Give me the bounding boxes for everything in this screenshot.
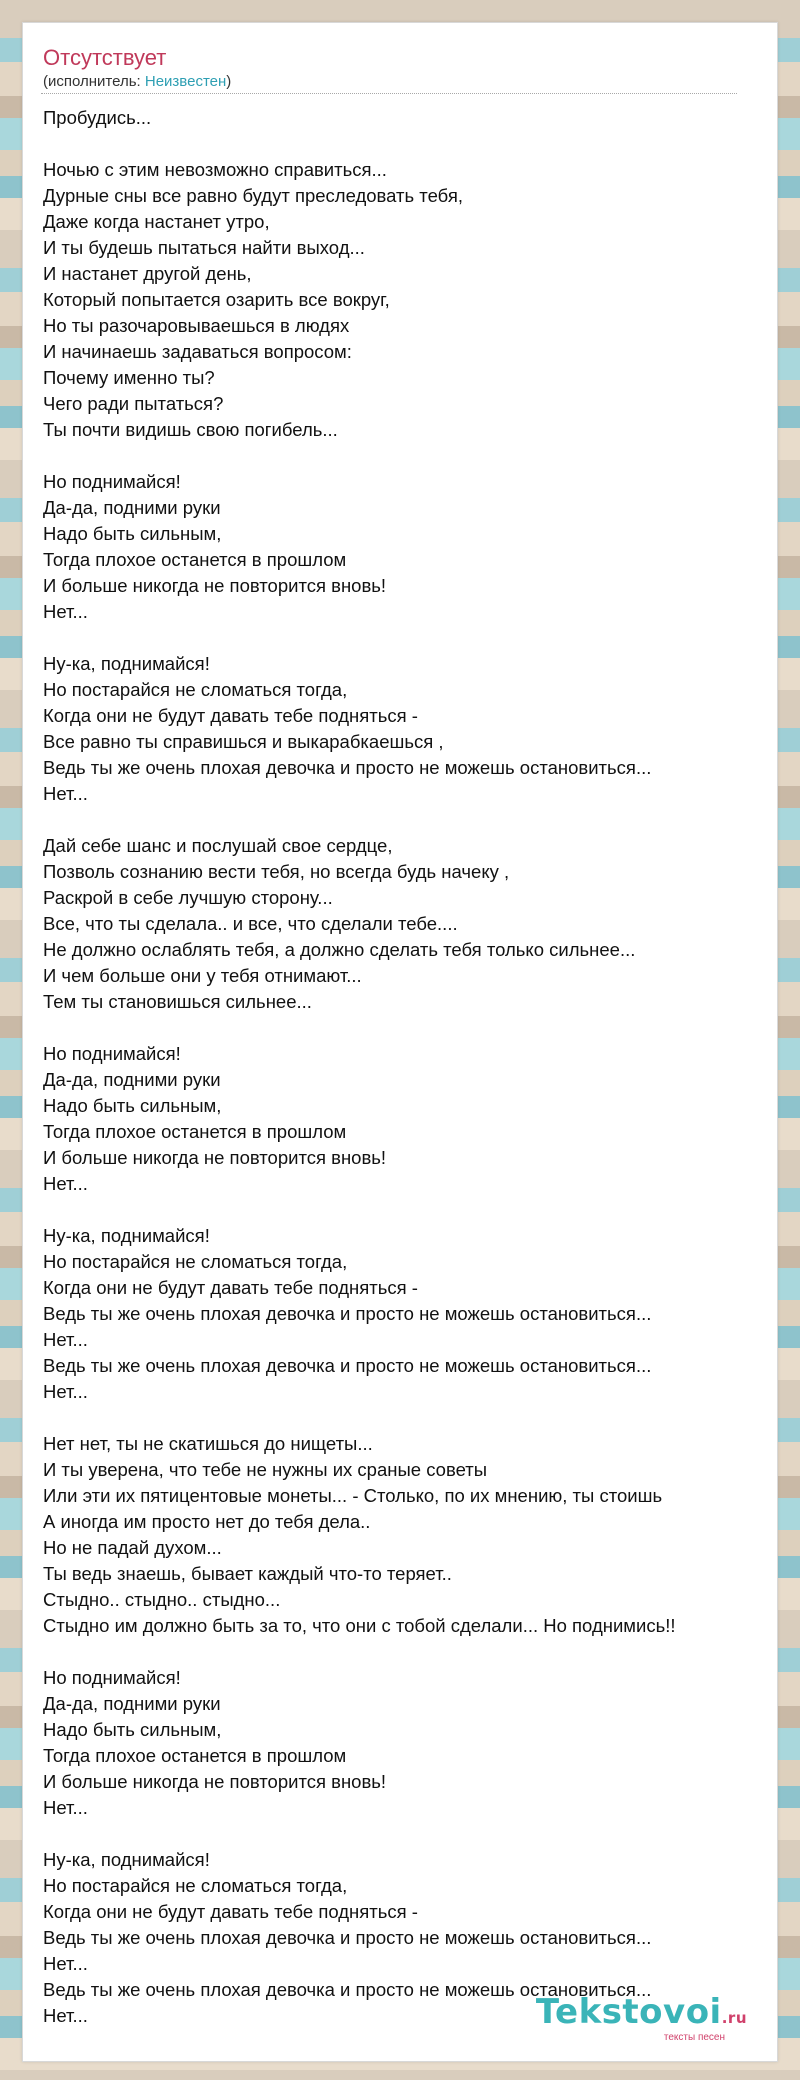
lyric-line: И ты уверена, что тебе не нужны их сраные советы [43, 1459, 488, 1480]
lyric-line: Позволь сознанию вести тебя, но всегда будь начеку , [43, 861, 510, 882]
lyric-line: Когда они не будут давать тебе подняться - [43, 1901, 418, 1922]
lyric-line: Когда они не будут давать тебе подняться - [43, 1277, 418, 1298]
lyric-line: И чем больше они у тебя отнимают... [43, 965, 362, 986]
lyric-line: Когда они не будут давать тебе подняться - [43, 705, 418, 726]
lyric-line: Ночью с этим невозможно справиться... [43, 159, 387, 180]
lyric-line: Но постарайся не сломаться тогда, [43, 1875, 348, 1896]
lyric-line: Ты почти видишь свою погибель... [43, 419, 338, 440]
lyric-line: Надо быть сильным, [43, 523, 222, 544]
lyric-line: Да-да, подними руки [43, 497, 221, 518]
lyric-line: Да-да, подними руки [43, 1069, 221, 1090]
song-title: Отсутствует [43, 45, 167, 70]
performer-line [43, 73, 231, 91]
lyric-line: Чего ради пытаться? [43, 393, 224, 414]
lyric-line: Нет... [43, 1381, 88, 1402]
lyric-line: Ведь ты же очень плохая девочка и просто не можешь остановиться... [43, 1355, 652, 1376]
lyric-line: Но поднимайся! [43, 1043, 181, 1064]
lyric-line [43, 625, 763, 651]
lyric-line: Ведь ты же очень плохая девочка и просто не можешь остановиться... [43, 1979, 652, 2000]
header-divider [41, 93, 737, 94]
lyrics-body [43, 105, 763, 2029]
lyric-line: И настанет другой день, [43, 263, 252, 284]
lyric-line: Но постарайся не сломаться тогда, [43, 679, 348, 700]
lyric-line: Нет... [43, 2005, 88, 2026]
lyric-line: Нет... [43, 1797, 88, 1818]
brand-tagline: тексты песен [663, 2032, 725, 2043]
lyric-line: Нет... [43, 1329, 88, 1350]
lyric-line: Да-да, подними руки [43, 1693, 221, 1714]
lyric-line: Тогда плохое останется в прошлом [43, 1745, 347, 1766]
lyric-line: Даже когда настанет утро, [43, 211, 270, 232]
lyric-line: Надо быть сильным, [43, 1719, 222, 1740]
lyric-line: Стыдно.. стыдно.. стыдно... [43, 1589, 281, 1610]
lyric-line: Дурные сны все равно будут преследовать тебя, [43, 185, 463, 206]
lyric-line: Нет... [43, 1953, 88, 1974]
lyric-line: Нет... [43, 601, 88, 622]
lyric-line: И начинаешь задаваться вопросом: [43, 341, 352, 362]
lyric-line [43, 1405, 763, 1431]
lyric-line: Почему именно ты? [43, 367, 215, 388]
lyric-line: Все, что ты сделала.. и все, что сделали тебе.... [43, 913, 458, 934]
lyric-line: Ну-ка, поднимайся! [43, 1225, 210, 1246]
lyric-line: Тогда плохое останется в прошлом [43, 549, 347, 570]
lyric-line: Надо быть сильным, [43, 1095, 222, 1116]
lyric-line: Но не падай духом... [43, 1537, 222, 1558]
lyric-line: Нет... [43, 1173, 88, 1194]
brand-name: Tekstovoi [535, 1992, 722, 2032]
lyric-line: Ведь ты же очень плохая девочка и просто не можешь остановиться... [43, 1303, 652, 1324]
lyric-line: Но поднимайся! [43, 471, 181, 492]
lyric-line: Ведь ты же очень плохая девочка и просто не можешь остановиться... [43, 1927, 652, 1948]
artist-link[interactable]: Неизвестен [144, 73, 227, 90]
lyric-line: Все равно ты справишься и выкарабкаешься , [43, 731, 444, 752]
brand-tld: .ru [721, 2009, 747, 2027]
lyric-line [43, 1821, 763, 1847]
lyric-line: Ведь ты же очень плохая девочка и просто не можешь остановиться... [43, 757, 652, 778]
lyric-line: Тем ты становишься сильнее... [43, 991, 312, 1012]
lyric-line: Не должно ослаблять тебя, а должно сделать тебя только сильнее... [43, 939, 636, 960]
lyric-line: Тогда плохое останется в прошлом [43, 1121, 347, 1142]
lyric-line: Раскрой в себе лучшую сторону... [43, 887, 333, 908]
lyric-line: Дай себе шанс и послушай свое сердце, [43, 835, 393, 856]
lyric-line: А иногда им просто нет до тебя дела.. [43, 1511, 371, 1532]
site-logo[interactable] [536, 1994, 747, 2043]
lyric-line [43, 443, 763, 469]
lyric-line: Пробудись... [43, 107, 152, 128]
lyric-line: Ты ведь знаешь, бывает каждый что-то теряет.. [43, 1563, 452, 1584]
lyric-line: Или эти их пятицентовые монеты... - Столько, по их мнению, ты стоишь [43, 1485, 663, 1506]
performer-suffix: ) [226, 73, 232, 90]
lyric-line: Но ты разочаровываешься в людях [43, 315, 350, 336]
lyric-line: Ну-ка, поднимайся! [43, 1849, 210, 1870]
lyrics-card [22, 22, 778, 2062]
lyric-line [43, 131, 763, 157]
lyric-line: И больше никогда не повторится вновь! [43, 575, 387, 596]
lyric-line: И больше никогда не повторится вновь! [43, 1147, 387, 1168]
lyric-line: Но постарайся не сломаться тогда, [43, 1251, 348, 1272]
lyric-line: Нет... [43, 783, 88, 804]
lyric-line: Но поднимайся! [43, 1667, 181, 1688]
lyric-line: И больше никогда не повторится вновь! [43, 1771, 387, 1792]
lyric-line: Стыдно им должно быть за то, что они с тобой сделали... Но поднимись!! [43, 1615, 676, 1636]
performer-prefix: (исполнитель: [43, 73, 145, 90]
lyric-line [43, 807, 763, 833]
lyric-line: Который попытается озарить все вокруг, [43, 289, 390, 310]
lyric-line [43, 1015, 763, 1041]
lyric-line: И ты будешь пытаться найти выход... [43, 237, 365, 258]
lyric-line: Нет нет, ты не скатишься до нищеты... [43, 1433, 373, 1454]
lyric-line [43, 1197, 763, 1223]
lyric-line: Ну-ка, поднимайся! [43, 653, 210, 674]
lyric-line [43, 1639, 763, 1665]
